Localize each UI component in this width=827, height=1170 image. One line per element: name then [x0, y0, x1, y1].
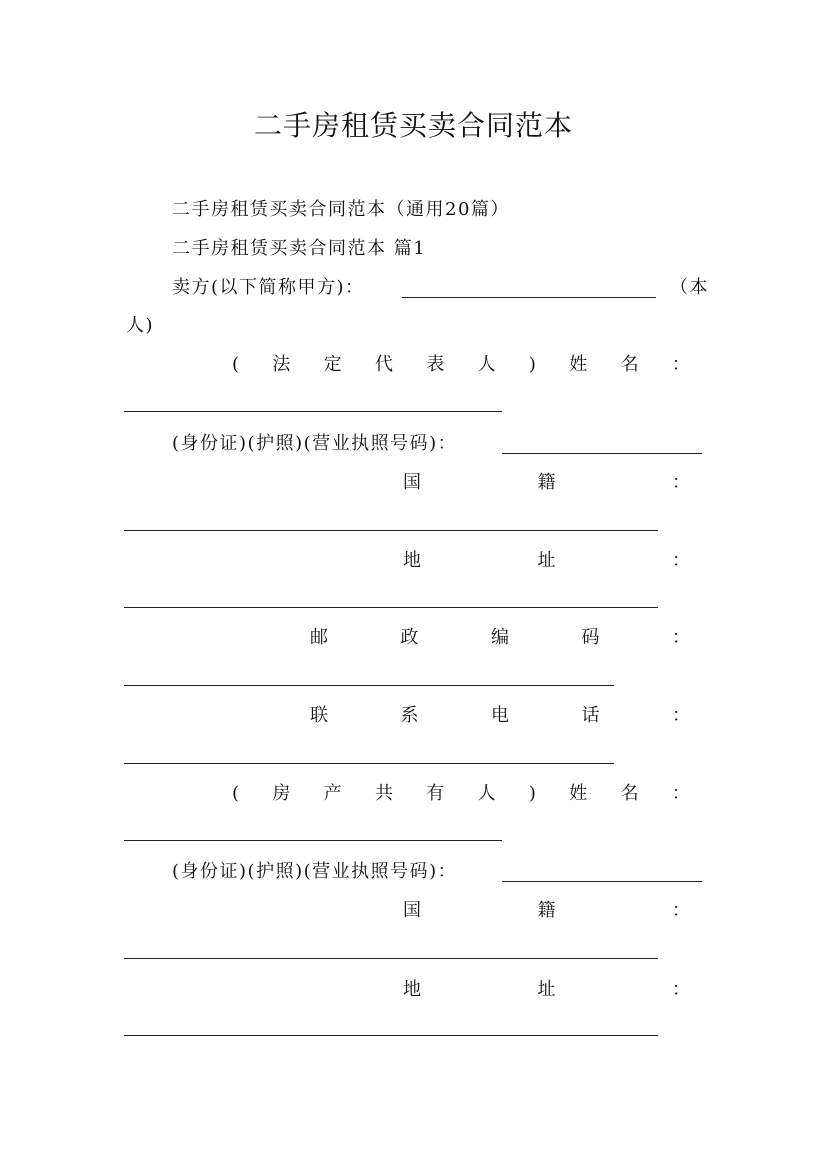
label-char: ： — [671, 783, 690, 804]
seller-blank — [402, 297, 656, 298]
label-char: ： — [672, 705, 690, 726]
section-heading: 二手房租赁买卖合同范本 篇1 — [172, 238, 427, 259]
label-char: 表 — [426, 354, 445, 375]
label-char: 有 — [426, 783, 445, 804]
label-char: ： — [672, 472, 690, 493]
nationality-label — [403, 471, 690, 495]
co-owner-blank — [124, 840, 502, 841]
label-char: 国 — [403, 472, 421, 493]
label-char: 名 — [620, 783, 639, 804]
label-char: 定 — [323, 354, 342, 375]
label-char: 电 — [491, 705, 509, 726]
seller-suffix: （本 — [670, 277, 709, 298]
label-char: 人 — [477, 783, 496, 804]
label-char: 码 — [581, 627, 600, 648]
label-char: 地 — [403, 550, 421, 571]
label-char: 人 — [477, 354, 496, 375]
phone-label — [310, 704, 690, 728]
address-blank-2 — [124, 1035, 658, 1036]
label-char: 姓 — [569, 783, 588, 804]
postal-code-label — [310, 626, 690, 650]
nationality-blank — [124, 530, 658, 531]
label-char: 邮 — [310, 627, 328, 648]
label-char: ( — [232, 783, 240, 804]
label-char: ( — [232, 354, 240, 375]
document-title: 二手房租赁买卖合同范本 — [253, 109, 573, 142]
legal-rep-blank — [124, 411, 502, 412]
label-char: 代 — [374, 354, 393, 375]
label-char: 址 — [537, 979, 556, 1000]
label-char: 姓 — [569, 354, 588, 375]
label-char: 地 — [403, 979, 421, 1000]
nationality-blank-2 — [124, 958, 658, 959]
label-char: 国 — [403, 900, 421, 921]
label-char: 法 — [272, 354, 291, 375]
label-char: 共 — [374, 783, 393, 804]
label-char: 房 — [272, 783, 291, 804]
label-char: 址 — [537, 550, 556, 571]
id-label-2: (身份证)(护照)(营业执照号码)： — [172, 861, 458, 882]
label-char: ： — [671, 354, 690, 375]
address-label — [403, 549, 690, 573]
label-char: 名 — [620, 354, 639, 375]
id-label: (身份证)(护照)(营业执照号码)： — [172, 433, 458, 454]
postal-code-blank — [124, 685, 614, 686]
label-char: 籍 — [537, 900, 556, 921]
label-char: ： — [672, 979, 690, 1000]
label-char: ： — [672, 627, 690, 648]
id-blank-2 — [502, 881, 702, 882]
label-char: ) — [528, 354, 536, 375]
label-char: 联 — [310, 705, 328, 726]
address-label-2 — [403, 978, 690, 1002]
co-owner-label — [232, 782, 690, 806]
phone-blank — [124, 763, 614, 764]
label-char: 政 — [400, 627, 419, 648]
document-subtitle: 二手房租赁买卖合同范本（通用20篇） — [172, 199, 510, 220]
id-blank — [502, 453, 702, 454]
label-char: ： — [672, 550, 690, 571]
label-char: ) — [528, 783, 536, 804]
label-char: 产 — [323, 783, 342, 804]
label-char: 系 — [400, 705, 419, 726]
label-char: 籍 — [537, 472, 556, 493]
label-char: 编 — [491, 627, 509, 648]
label-char: ： — [672, 900, 690, 921]
address-blank — [124, 607, 658, 608]
seller-label: 卖方(以下简称甲方)： — [172, 277, 365, 298]
nationality-label-2 — [403, 899, 690, 923]
seller-suffix-wrap: 人) — [126, 315, 155, 336]
label-char: 话 — [581, 705, 600, 726]
legal-rep-label — [232, 353, 690, 377]
